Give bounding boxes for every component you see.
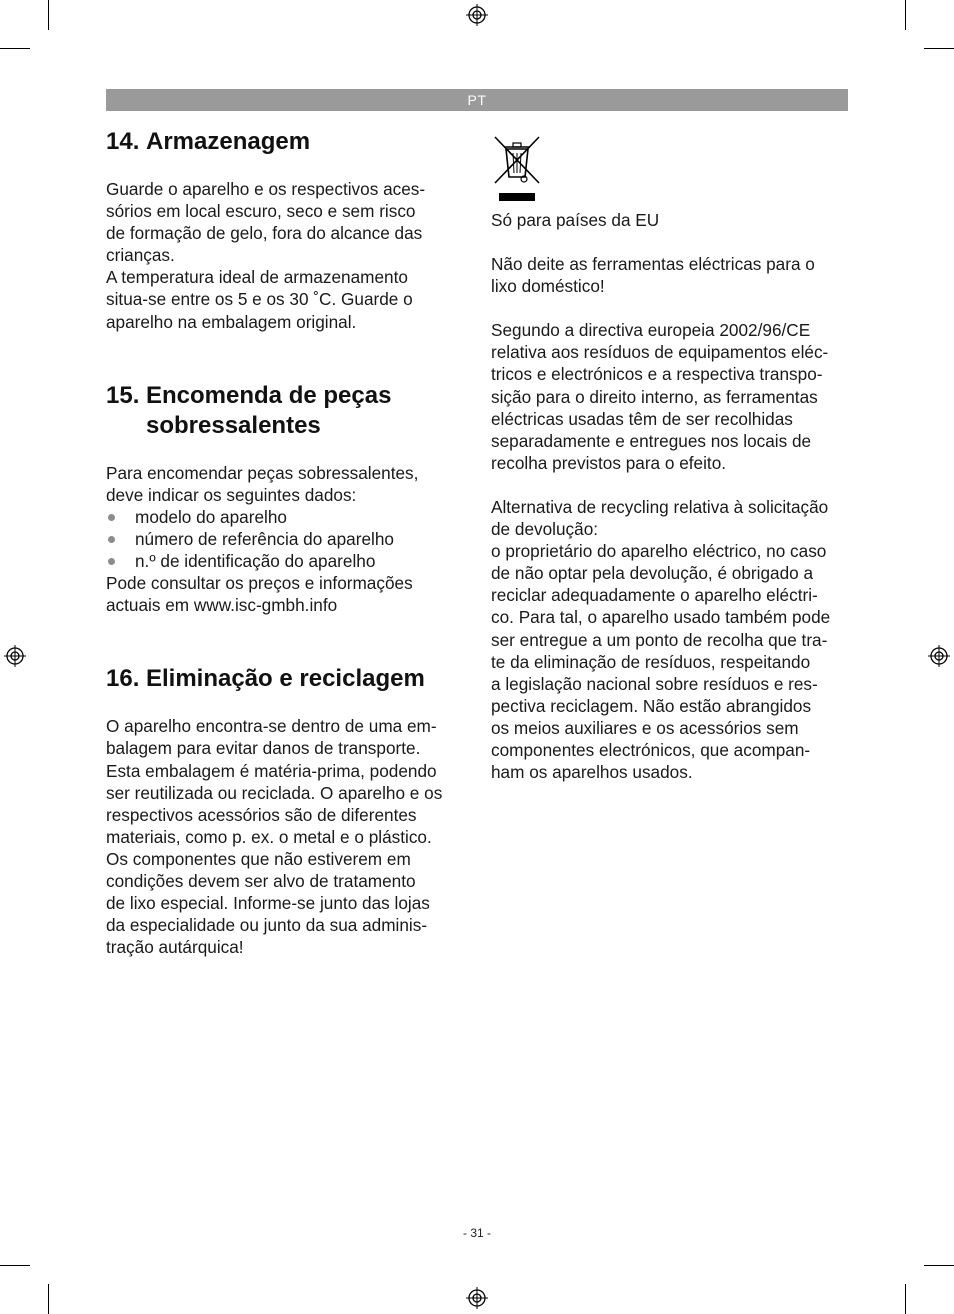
text-line: de lixo especial. Informe-se junto das lojas [106, 893, 430, 914]
crop-mark [0, 48, 30, 49]
text-line: actuais em www.isc-gmbh.info [106, 595, 338, 616]
text-line: eléctricas usadas têm de ser recolhidas [491, 408, 793, 429]
warning-paragraph [491, 253, 851, 297]
text-line: Alternativa de recycling relativa à solicitação [491, 496, 829, 517]
crop-mark [905, 0, 906, 30]
page-number: - 31 - [462, 1226, 491, 1240]
section-14-body [106, 178, 466, 333]
section-title: Eliminação e reciclagem [146, 665, 425, 693]
crop-mark [48, 0, 49, 30]
text-line: te da eliminação de resíduos, respeitando [491, 651, 811, 672]
registration-mark-icon [466, 4, 488, 26]
text-line: Para encomendar peças sobressalentes, [106, 462, 419, 483]
text-line: Segundo a directiva europeia 2002/96/CE [491, 320, 811, 341]
registration-mark-icon [466, 1287, 488, 1309]
text-line: relativa aos resíduos de equipamentos eléc- [491, 342, 829, 363]
text-line: o proprietário do aparelho eléctrico, no caso [491, 541, 827, 562]
text-line: co. Para tal, o aparelho usado também pode [491, 607, 831, 628]
text-line: componentes electrónicos, que acompan- [491, 739, 811, 760]
text-line: Esta embalagem é matéria-prima, podendo [106, 760, 437, 781]
text-line: A temperatura ideal de armazenamento [106, 267, 408, 288]
text-line: materiais, como p. ex. o metal e o plástico. [106, 826, 432, 847]
text-line: reciclar adequadamente o aparelho eléctri- [491, 585, 818, 606]
crop-mark [905, 1284, 906, 1314]
text-line: Não deite as ferramentas eléctricas para o [491, 254, 815, 275]
section-number: 16. [106, 665, 140, 693]
list-item: modelo do aparelho [106, 506, 466, 528]
text-line: Os componentes que não estiverem em [106, 848, 411, 869]
text-line: de devolução: [491, 519, 599, 540]
list-item: número de referência do aparelho [106, 528, 466, 550]
section-15-body [106, 462, 466, 617]
text-line: Guarde o aparelho e os respectivos aces- [106, 179, 426, 199]
crop-mark [0, 1265, 30, 1266]
registration-mark-icon [928, 645, 950, 667]
text-line: Pode consultar os preços e informações [106, 573, 413, 594]
crop-mark [924, 48, 954, 49]
text-line: situa-se entre os 5 e os 30 ˚C. Guarde o [106, 289, 413, 310]
right-column [491, 133, 851, 783]
text-line: ham os aparelhos usados. [491, 762, 693, 783]
text-line: separadamente e entregues nos locais de [491, 430, 812, 451]
crop-mark [924, 1265, 954, 1266]
bullet-list [106, 506, 466, 572]
eu-only-note: Só para países da EU [491, 210, 660, 230]
text-line: O aparelho encontra-se dentro de uma em- [106, 716, 437, 737]
crossed-out-wheelie-bin-icon [491, 133, 543, 205]
left-column [106, 127, 466, 958]
directive-paragraph [491, 319, 851, 474]
text-line: condições devem ser alvo de tratamento [106, 870, 416, 891]
section-title: Armazenagem [146, 128, 311, 155]
section-number: 14. [106, 128, 140, 155]
language-header: PT [106, 89, 848, 111]
text-line: aparelho na embalagem original. [106, 311, 357, 332]
text-line: de formação de gelo, fora do alcance das [106, 223, 423, 244]
text-line: tração autárquica! [106, 937, 244, 958]
text-line: ser entregue a um ponto de recolha que tra- [491, 629, 828, 650]
section-number: 15. [106, 381, 140, 409]
registration-mark-icon [4, 645, 26, 667]
text-line: respectivos acessórios são de diferentes [106, 804, 417, 825]
text-line: lixo doméstico! [491, 276, 605, 297]
text-line: de não optar pela devolução, é obrigado a [491, 563, 814, 584]
section-14-heading [106, 127, 466, 157]
list-item: n.º de identificação do aparelho [106, 550, 466, 572]
text-line: deve indicar os seguintes dados: [106, 484, 357, 505]
crop-mark [48, 1284, 49, 1314]
recycling-paragraph [491, 496, 851, 783]
text-line: crianças. [106, 245, 175, 266]
text-line: sórios em local escuro, seco e sem risco [106, 201, 416, 222]
text-line: ser reutilizada ou reciclada. O aparelho e os [106, 782, 443, 803]
text-line: tricos e electrónicos e a respectiva transpo- [491, 364, 823, 385]
text-line: os meios auxiliares e os acessórios sem [491, 717, 799, 738]
text-line: balagem para evitar danos de transporte. [106, 738, 421, 759]
section-16-heading [106, 664, 466, 694]
text-line: da especialidade ou junto da sua adminis- [106, 915, 428, 936]
text-line: a legislação nacional sobre resíduos e res- [491, 673, 818, 694]
text-line: recolha previstos para o efeito. [491, 452, 727, 473]
section-title: Encomenda de peças [146, 381, 392, 409]
text-line: sição para o direito interno, as ferramentas [491, 386, 818, 407]
section-16-body [106, 715, 466, 958]
section-15-heading [106, 381, 466, 441]
text-line: pectiva reciclagem. Não estão abrangidos [491, 695, 812, 716]
section-title-continued: sobressalentes [146, 411, 321, 439]
